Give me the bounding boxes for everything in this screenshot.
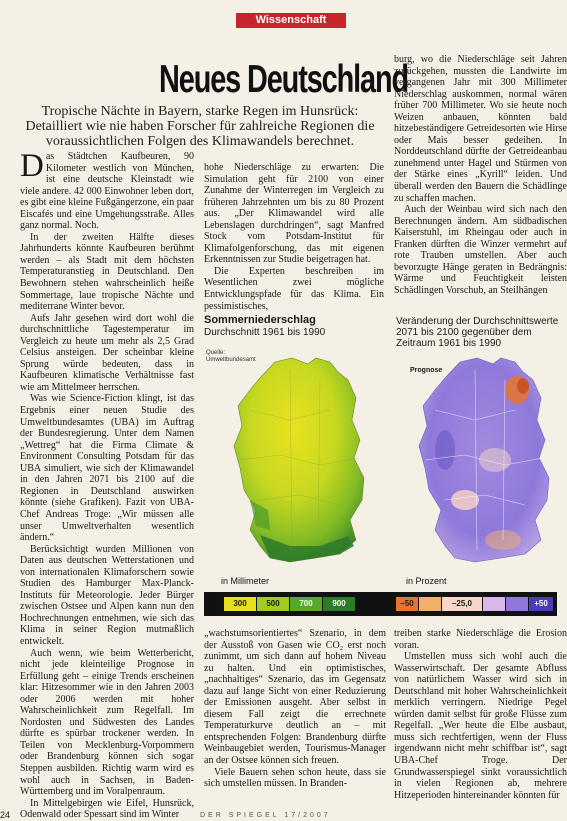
legend2-minus50: –50 — [396, 597, 418, 611]
map2-badge: Prognose — [410, 367, 443, 374]
map1-title: Sommerniederschlag — [204, 314, 316, 326]
magazine-footer: DER SPIEGEL 17/2007 — [200, 812, 331, 819]
legend-bar — [204, 592, 557, 616]
legend2-swatch — [506, 597, 528, 611]
paragraph: Die Experten beschreiben im Wesentlichen zwei mögliche Entwicklungspfade für das Klima. Ein pessimistisches, — [204, 265, 384, 312]
map2-title: Veränderung der Durchschnittswerte 2071 bis 2100 gegenüber dem Zeitraum 1961 bis 1990 — [396, 316, 559, 349]
paragraph: Das Städtchen Kaufbeuren, 90 Kilometer westlich von München, ist eine deutsche Kleinstadt wie viele andere. 42 000 Einwohner leben dort, es gibt eine kleine Fußgängerzone, ein paar Eiscafés und eine Umgehungsstraße. Alles ganz normal. Noch. — [20, 148, 194, 232]
paragraph: Berücksichtigt wurden Millionen von Daten aus deutschen Wetterstationen und von internationalen Klimaforschern sowie Studien des Hamburger Max-Planck-Instituts für Meteorologie. Jeder Bürger zwischen Ostsee und Alpen kann nun den Hochrechnungen entnehmen, wie sich das Klima in seiner Region mutmaßlich entwickelt. — [20, 543, 194, 647]
paragraph: Auch der Weinbau wird sich nach den Berechnungen ändern. Am südbadischen Kaiserstuhl, im Rheingau oder auch in Franken dürften die Winzer vermehrt auf rote Trauben umstellen. Aber auch bevorzugte Hänge geraten in Bedrängnis: Wärme und Feuchtigkeit leisten Schädlingen Vorschub, an Steilhängen — [394, 204, 567, 296]
paragraph: treiben starke Niederschläge die Erosion voran. — [394, 628, 567, 651]
legend2-plus50: +50 — [529, 597, 553, 611]
map2-unit: in Prozent — [406, 576, 447, 586]
map1-source: Quelle: Umweltbundesamt — [206, 350, 256, 363]
page-number: 24 — [0, 810, 11, 820]
article-column-5 — [394, 628, 567, 812]
legend2-swatch — [483, 597, 505, 611]
paragraph: Aufs Jahr gesehen wird dort wohl die durchschnittliche Tagestemperatur im Vergleich zu heute um mehr als 2,5 Grad Celsius ansteigen. Der scheinbar kleine Sprung würde bedeuten, dass in Kaufbeuren klimatische Verhältnisse fast wie am Mittelmeer herrschen. — [20, 312, 194, 393]
paragraph: hohe Niederschläge zu erwarten: Die Simulation geht für 2100 von einer Zunahme der Winterregen im Vergleich zu früheren Jahrzehnten um bis zu 80 Prozent aus. „Der Klimawandel wird alle Lebenslagen durchdringen“, sagt Manfred Stock vom Potsdam-Institut für Klimafolgenforschung, das mit eigenen Erkenntnissen zur Studie beigetragen hat. — [204, 162, 384, 266]
dropcap: D — [20, 148, 44, 184]
paragraph: In Mittelgebirgen wie Eifel, Hunsrück, Odenwald oder Spessart sind im Winter — [20, 797, 194, 821]
deck: Tropische Nächte in Bayern, starke Regen im Hunsrück: Detailliert wie nie haben Forscher für zahlreiche Regionen die voraussichtlichen Folgen des Klimawandels berechnet. — [25, 104, 375, 149]
legend2-minus25: –25,0 — [442, 597, 482, 611]
paragraph: „wachstumsorientiertes“ Szenario, in dem der Ausstoß von Gasen wie CO₂ erst noch zunimmt, um sich dann auf hohem Niveau zu halten. Und ein optimistisches, „nachhaltiges“ Szenario, das im Gegensatz dazu auf lange Sicht von einer Reduzierung der Emissionen ausgeht. Aber selbst in diesem Fall zeigt die errechnete Temperaturkurve deutlich an – mit entsprechenden Folgen: Brandenburg dürfte Weinbaugebiet werden, Tourismus-Manager an der Ostsee können sich freuen. — [204, 628, 386, 767]
legend2-swatch — [419, 597, 441, 611]
paragraph: Auch wenn, wie beim Wetterbericht, nicht jede kleinteilige Prognose in Erfüllung geht – einige Trends erscheinen klar: Hitzesommer wie in den Jahren 2003 oder 2006 werden mit hoher Wahrscheinlichkeit zum Regelfall. Im Nordosten und Südwesten des Landes dürfte es spürbar trockener werden. In Teilen von Mecklenburg-Vorpommern oder Brandenburg können sich sogar Steppen ausbilden. Richtig warm wird es wohl auch in Sachsen, in Baden-Württemberg und im Voralpenraum. — [20, 647, 194, 798]
paragraph: Was wie Science-Fiction klingt, ist das Ergebnis einer neuen Studie des Umweltbundesamtes (UBA) im Auftrag der Bundesregierung. Unter dem Namen „Wettreg“ hat die Firma Climate & Environment Consulting Potsdam für das UBA simuliert, wie sich der Klimawandel in den Jahren 2071 bis 2100 auf die Regionen in Deutschland auswirken könnte (siehe Grafiken). Fazit von UBA-Chef Andreas Troge: „Wir müssen alle unser Umweltverhalten wesentlich ändern.“ — [20, 393, 194, 544]
legend1-500: 500 — [257, 597, 289, 611]
map-precipitation-change — [405, 350, 565, 575]
map-summer-precipitation — [220, 350, 380, 575]
map1-subtitle: Durchschnitt 1961 bis 1990 — [204, 327, 326, 338]
paragraph: Viele Bauern sehen schon heute, dass sie sich umstellen müssen. In Branden- — [204, 766, 386, 790]
article-column-2 — [204, 162, 384, 312]
paragraph: burg, wo die Niederschläge seit Jahren zurückgehen, mussten die Landwirte im vergangenen Jahr mit 300 Millimeter Niederschlag auskommen, normal wären früher 700 Millimeter. Wo sie heute noch Weizen anbauen, könnten bald hitzebeständigere Getreidesorten wie Hirse oder Mais besser gedeihen. In Norddeutschland dürfte der Getreideanbau zunehmend unter Hagel und Stürmen von der Stärke eines „Kyrill“ leiden. Und überall werden den Bauern die Schädlinge zu schaffen machen. — [394, 54, 567, 204]
legend1-300: 300 — [224, 597, 256, 611]
map1-unit: in Millimeter — [221, 576, 270, 586]
article-column-3 — [394, 54, 567, 316]
legend1-900: 900 — [323, 597, 355, 611]
paragraph: In der zweiten Hälfte dieses Jahrhunderts könnte Kaufbeuren berühmt werden – als Stadt mit dem höchsten Temperaturanstieg in Deutschland. Den Bewohnern stehen wahrscheinlich heiße Sommertage, laue tropische Nächte und mediterrane Winter bevor. — [20, 231, 194, 313]
legend1-700: 700 — [290, 597, 322, 611]
section-tag: Wissenschaft — [236, 13, 346, 28]
article-column-4 — [204, 628, 386, 812]
headline: Neues Deutschland — [159, 58, 408, 101]
article-column-1 — [20, 148, 194, 821]
paragraph: Umstellen muss sich wohl auch die Wasserwirtschaft. Der gesamte Abfluss von natürlichem Wasser wird sich in Deutschland mit hoher Wahrscheinlichkeit merklich verringern. Niedrige Pegel würden damit selbst für große Flüsse zum Regelfall. „Wer heute die Elbe ausbaut, muss sich rechtfertigen, wenn der Fluss irgendwann nicht mehr schiffbar ist“, sagt UBA-Chef Troge. Der Grundwasserspiegel sinkt voraussichtlich in vielen Regionen ab, mehrere Hitzeperioden hintereinander könnten für — [394, 651, 567, 801]
